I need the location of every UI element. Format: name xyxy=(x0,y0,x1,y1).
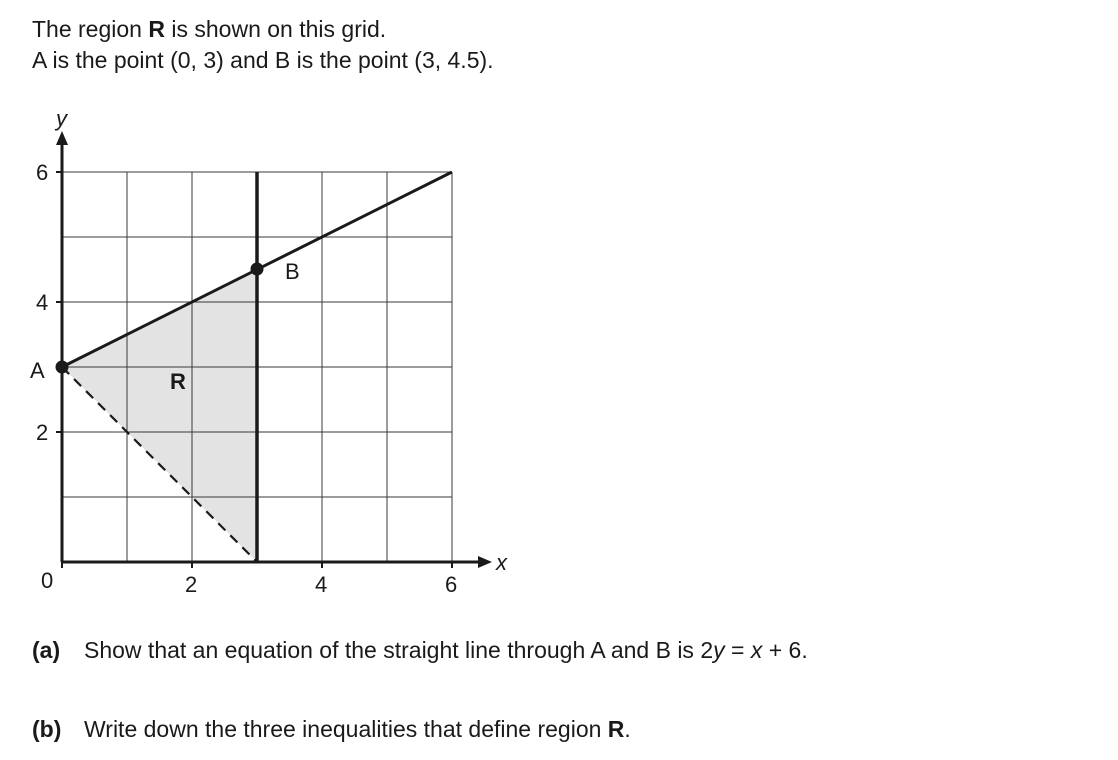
y-axis-label: y xyxy=(56,106,67,131)
region-r-label: R xyxy=(170,369,186,394)
y-tick-label-6: 6 xyxy=(36,160,49,185)
y-axis-arrowhead xyxy=(56,131,68,145)
y-tick-label-4: 4 xyxy=(36,290,49,315)
point-a xyxy=(56,361,69,374)
equation-coefficient: 2 xyxy=(700,637,714,663)
question-a xyxy=(32,637,808,664)
equation-equals: = xyxy=(724,637,751,663)
equation-y: y xyxy=(713,637,725,663)
intro-line-2: A is the point (0, 3) and B is the point (3, 4.5). xyxy=(32,47,494,73)
question-b xyxy=(32,716,631,743)
x-tick-label-6: 6 xyxy=(445,572,458,597)
question-b-label: (b) xyxy=(32,716,62,742)
intro-line-1-end: is shown on this grid. xyxy=(164,16,387,42)
equation-x: x xyxy=(750,637,763,663)
x-tick-label-2: 2 xyxy=(185,572,198,597)
x-axis-arrowhead xyxy=(478,556,492,568)
coordinate-grid-figure xyxy=(0,0,560,600)
x-tick-label-4: 4 xyxy=(315,572,328,597)
point-a-label: A xyxy=(30,358,45,383)
y-tick-label-2: 2 xyxy=(36,420,49,445)
question-b-region: R xyxy=(607,716,625,742)
origin-label: 0 xyxy=(41,568,54,593)
question-a-label: (a) xyxy=(32,637,61,663)
question-a-text: Show that an equation of the straight line through A and B is xyxy=(84,637,694,663)
point-b-label: B xyxy=(285,259,300,284)
point-b xyxy=(251,263,264,276)
intro-line-1-start: The region xyxy=(32,16,149,42)
equation-constant: + 6. xyxy=(762,637,808,663)
region-r-shading xyxy=(62,269,257,562)
question-a-equation xyxy=(700,637,807,663)
question-b-end: . xyxy=(624,716,631,742)
x-axis-label: x xyxy=(496,550,507,575)
question-b-text: Write down the three inequalities that define region xyxy=(84,716,608,742)
intro-region-name: R xyxy=(148,16,165,42)
